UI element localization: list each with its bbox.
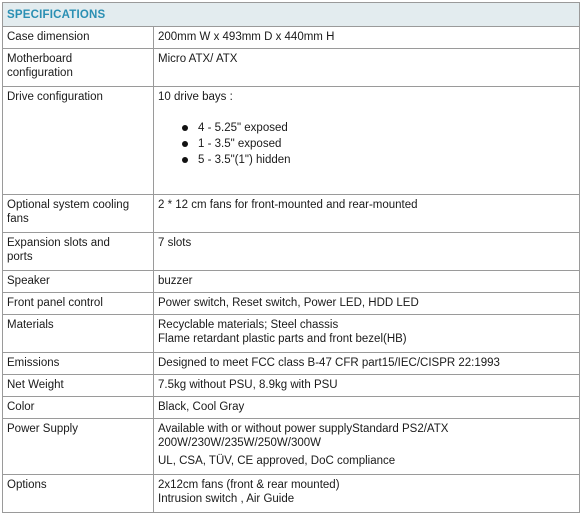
list-item [158,120,575,136]
bullet-icon [182,157,188,163]
row-value-line: UL, CSA, TÜV, CE approved, DoC compliance [158,455,396,467]
table-row [3,49,580,87]
row-value [154,315,580,353]
bullet-icon [182,141,188,147]
row-value-line: 2x12cm fans (front & rear mounted) [158,479,340,491]
row-label [3,195,154,233]
list-item-text: 1 - 3.5" exposed [198,138,282,150]
row-value [154,419,580,475]
row-value-line: 200W/230W/235W/250W/300W [158,437,321,449]
row-label: Front panel control [3,293,154,315]
table-row [3,419,580,475]
row-label-line: Expansion slots and [7,237,110,249]
row-label: Net Weight [3,375,154,397]
row-label [3,233,154,271]
row-value [154,87,580,195]
table-row [3,475,580,513]
row-label: Materials [3,315,154,353]
row-value-line: Flame retardant plastic parts and front bezel(HB) [158,333,407,345]
row-label-line: configuration [7,67,73,79]
table-row [3,315,580,353]
row-label: Case dimension [3,27,154,49]
list-item-text: 5 - 3.5"(1") hidden [198,154,291,166]
row-value: 200mm W x 493mm D x 440mm H [154,27,580,49]
row-label-line: Optional system cooling [7,199,130,211]
bullet-icon [182,125,188,131]
list-item [158,136,575,152]
row-value: Black, Cool Gray [154,397,580,419]
table-title: SPECIFICATIONS [3,3,580,27]
row-label [3,49,154,87]
table-row [3,353,580,375]
table-header-row [3,3,580,27]
row-label: Options [3,475,154,513]
table-row [3,271,580,293]
row-label: Speaker [3,271,154,293]
row-label-line: ports [7,251,33,263]
list-item-text: 4 - 5.25" exposed [198,122,288,134]
row-label: Emissions [3,353,154,375]
table-row [3,397,580,419]
table-row [3,195,580,233]
table-row [3,27,580,49]
row-value-line: Recyclable materials; Steel chassis [158,319,339,331]
row-value: Micro ATX/ ATX [154,49,580,87]
row-label: Drive configuration [3,87,154,195]
row-value-line: Available with or without power supplyStandard PS2/ATX [158,423,449,435]
drive-bays-intro: 10 drive bays : [158,91,233,103]
row-label-line: Motherboard [7,53,73,65]
table-row [3,375,580,397]
drive-bay-list [158,120,575,168]
row-value: Designed to meet FCC class B-47 CFR part15/IEC/CISPR 22:1993 [154,353,580,375]
row-value: 7 slots [154,233,580,271]
row-value-line: Intrusion switch , Air Guide [158,493,295,505]
list-item [158,152,575,168]
row-label: Power Supply [3,419,154,475]
table-row [3,233,580,271]
row-label: Color [3,397,154,419]
row-value: buzzer [154,271,580,293]
row-label-line: fans [7,213,29,225]
row-value: Power switch, Reset switch, Power LED, HDD LED [154,293,580,315]
specifications-table [2,2,580,513]
row-value [154,475,580,513]
table-row [3,87,580,195]
row-value: 2 * 12 cm fans for front-mounted and rear-mounted [154,195,580,233]
row-value: 7.5kg without PSU, 8.9kg with PSU [154,375,580,397]
table-row [3,293,580,315]
